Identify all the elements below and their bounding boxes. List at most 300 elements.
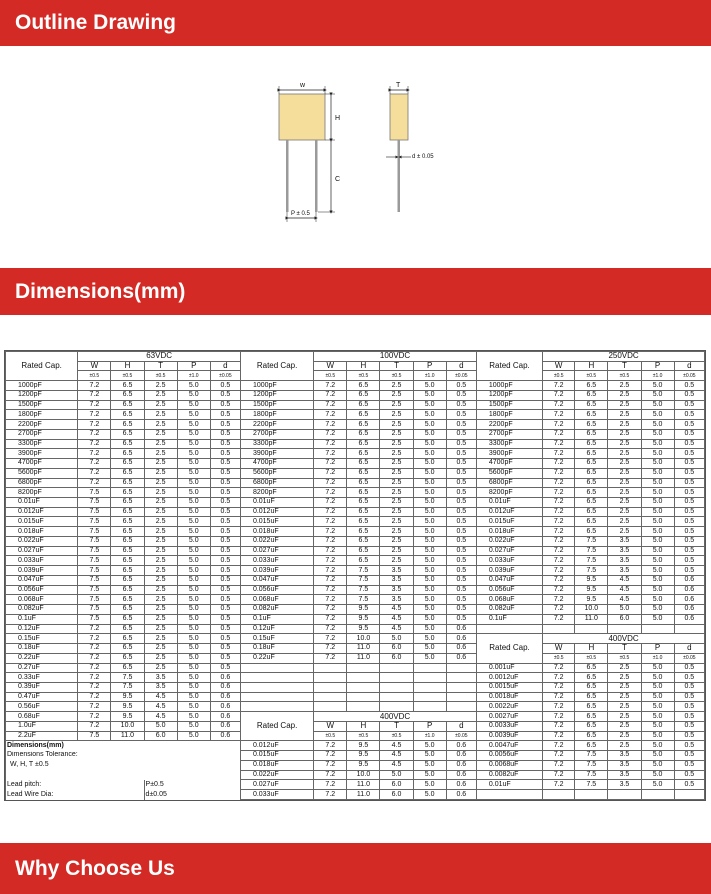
- table-cell: [446, 692, 476, 702]
- table-cell: ±0.5: [78, 371, 111, 381]
- table-cell: 2.5: [144, 439, 177, 449]
- table-cell: 0.015uF: [240, 517, 313, 527]
- table-cell: 5.0: [177, 644, 210, 654]
- table-cell: 7.5: [78, 731, 111, 741]
- table-cell: [347, 663, 380, 673]
- table-cell: 0.5: [674, 459, 704, 469]
- table-cell: 7.2: [543, 721, 575, 731]
- table-cell: H: [575, 644, 608, 654]
- capacitor-body-front: [279, 94, 325, 140]
- table-cell: 5.0: [641, 498, 674, 508]
- lead-left: [286, 140, 289, 212]
- table-cell: [380, 663, 413, 673]
- table-cell: 2.5: [380, 390, 413, 400]
- table-cell: 7.2: [543, 498, 575, 508]
- table-row: [6, 439, 705, 449]
- table-cell: 0.39uF: [6, 682, 78, 692]
- table-row: [6, 751, 705, 761]
- table-cell: 4.5: [144, 712, 177, 722]
- table-cell: 7.2: [543, 575, 575, 585]
- table-cell: 0.01uF: [476, 498, 542, 508]
- table-cell: 0.5: [210, 459, 240, 469]
- table-cell: 6.5: [111, 420, 144, 430]
- table-cell: 5.0: [177, 536, 210, 546]
- table-cell: [240, 702, 313, 712]
- table-cell: 0.12uF: [6, 624, 78, 634]
- table-cell: 6.5: [575, 712, 608, 722]
- table-cell: 5.0: [413, 634, 446, 644]
- table-cell: 2.2uF: [6, 731, 78, 741]
- table-cell: 5.0: [380, 770, 413, 780]
- table-cell: 5.0: [641, 614, 674, 624]
- table-cell: 0.056uF: [6, 585, 78, 595]
- table-cell: 7.2: [543, 546, 575, 556]
- table-row: [6, 381, 705, 391]
- table-cell: 6.5: [575, 381, 608, 391]
- table-cell: 7.2: [78, 673, 111, 683]
- table-cell: 6.0: [380, 653, 413, 663]
- table-cell: 5.0: [641, 381, 674, 391]
- table-cell: 7.2: [543, 527, 575, 537]
- table-cell: ±0.5: [543, 653, 575, 663]
- table-cell: 0.5: [674, 536, 704, 546]
- table-cell: 5.0: [177, 439, 210, 449]
- table-cell: 0.5: [674, 478, 704, 488]
- table-cell: ±1.0: [413, 371, 446, 381]
- table-cell: 6.5: [347, 381, 380, 391]
- table-cell: 5.0: [641, 760, 674, 770]
- table-cell: 5.0: [413, 488, 446, 498]
- table-cell: 0.5: [674, 527, 704, 537]
- table-cell: 7.5: [78, 498, 111, 508]
- table-cell: 3.5: [380, 566, 413, 576]
- table-cell: 0.5: [210, 663, 240, 673]
- table-cell: ±0.05: [446, 731, 476, 741]
- table-cell: [446, 663, 476, 673]
- table-cell: 2.5: [144, 468, 177, 478]
- table-cell: 5.0: [641, 595, 674, 605]
- table-cell: 1.0uF: [6, 721, 78, 731]
- table-cell: [575, 790, 608, 800]
- table-cell: Rated Cap.: [240, 712, 313, 741]
- table-cell: 0.6: [674, 605, 704, 615]
- table-cell: 0.012uF: [476, 507, 542, 517]
- table-cell: 7.2: [314, 536, 347, 546]
- table-cell: 2.5: [144, 488, 177, 498]
- table-cell: 7.2: [543, 507, 575, 517]
- table-cell: 4.5: [608, 575, 641, 585]
- table-cell: 6.5: [111, 449, 144, 459]
- table-cell: 7.2: [314, 605, 347, 615]
- table-cell: [240, 692, 313, 702]
- table-cell: 0.5: [446, 400, 476, 410]
- table-cell: 3.5: [608, 536, 641, 546]
- table-cell: 10.0: [111, 721, 144, 731]
- table-cell: 7.2: [543, 420, 575, 430]
- table-cell: 2.5: [608, 673, 641, 683]
- table-cell: 0.5: [210, 644, 240, 654]
- table-cell: P±0.5: [144, 780, 240, 790]
- table-cell: 7.2: [314, 751, 347, 761]
- table-cell: 5.0: [413, 751, 446, 761]
- table-cell: 2.5: [144, 517, 177, 527]
- table-cell: W, H, T ±0.5: [6, 760, 241, 770]
- table-cell: 11.0: [347, 653, 380, 663]
- table-cell: 6.5: [347, 400, 380, 410]
- table-cell: 0.0039uF: [476, 731, 542, 741]
- table-cell: 0.22uF: [6, 653, 78, 663]
- table-cell: 4.5: [380, 624, 413, 634]
- table-cell: 7.2: [314, 488, 347, 498]
- table-cell: 7.2: [78, 429, 111, 439]
- table-cell: 3.5: [608, 566, 641, 576]
- table-cell: 0.27uF: [6, 663, 78, 673]
- table-cell: 5.0: [413, 653, 446, 663]
- table-cell: 10.0: [347, 634, 380, 644]
- table-cell: 6.5: [575, 429, 608, 439]
- table-cell: 0.6: [446, 760, 476, 770]
- table-cell: 6.5: [111, 400, 144, 410]
- table-cell: 0.068uF: [6, 595, 78, 605]
- table-row: [6, 459, 705, 469]
- dimensions-table-wrapper: [4, 350, 706, 801]
- table-cell: 7.5: [78, 585, 111, 595]
- table-cell: 7.2: [314, 420, 347, 430]
- table-cell: 0.5: [210, 595, 240, 605]
- table-cell: 7.2: [314, 527, 347, 537]
- table-row: [6, 682, 705, 692]
- table-cell: 5.0: [413, 536, 446, 546]
- table-cell: 0.01uF: [240, 498, 313, 508]
- table-cell: 5.0: [641, 439, 674, 449]
- table-cell: 2.5: [144, 400, 177, 410]
- table-cell: 0.068uF: [476, 595, 542, 605]
- table-cell: 7.2: [78, 468, 111, 478]
- table-cell: 4.5: [144, 692, 177, 702]
- table-cell: 0.5: [446, 468, 476, 478]
- table-cell: 5.0: [641, 556, 674, 566]
- table-row: [6, 575, 705, 585]
- table-cell: ±1.0: [641, 653, 674, 663]
- table-row: [6, 488, 705, 498]
- table-cell: 0.027uF: [476, 546, 542, 556]
- table-cell: 0.0056uF: [476, 751, 542, 761]
- table-cell: 6.5: [111, 459, 144, 469]
- table-cell: 5.0: [177, 682, 210, 692]
- table-cell: 5.0: [413, 410, 446, 420]
- table-cell: 9.5: [347, 751, 380, 761]
- table-cell: 5.0: [641, 478, 674, 488]
- table-cell: 0.5: [674, 673, 704, 683]
- table-cell: 5.0: [413, 527, 446, 537]
- table-cell: 7.2: [314, 478, 347, 488]
- table-cell: 250VDC: [543, 352, 705, 362]
- table-cell: 7.2: [543, 585, 575, 595]
- table-cell: 5.0: [641, 702, 674, 712]
- table-cell: 2700pF: [6, 429, 78, 439]
- table-cell: 6.5: [111, 517, 144, 527]
- table-row: [6, 595, 705, 605]
- table-cell: 0.5: [210, 420, 240, 430]
- table-cell: 0.047uF: [240, 575, 313, 585]
- table-cell: 6.5: [111, 488, 144, 498]
- table-cell: 0.0022uF: [476, 702, 542, 712]
- table-cell: 6.5: [575, 498, 608, 508]
- table-cell: 3300pF: [6, 439, 78, 449]
- table-cell: 4.5: [380, 614, 413, 624]
- table-cell: 5.0: [641, 468, 674, 478]
- table-cell: 0.12uF: [240, 624, 313, 634]
- table-cell: 2.5: [380, 429, 413, 439]
- table-cell: 4.5: [144, 702, 177, 712]
- table-cell: 0.5: [446, 585, 476, 595]
- table-row: [6, 546, 705, 556]
- table-cell: 5.0: [177, 449, 210, 459]
- table-cell: 0.012uF: [240, 507, 313, 517]
- table-cell: 0.5: [446, 536, 476, 546]
- table-cell: 0.22uF: [240, 653, 313, 663]
- table-cell: 2.5: [144, 429, 177, 439]
- table-cell: 0.5: [674, 780, 704, 790]
- table-cell: 5.0: [177, 498, 210, 508]
- table-cell: P: [413, 361, 446, 371]
- table-cell: 6.5: [347, 420, 380, 430]
- table-cell: 2.5: [380, 556, 413, 566]
- table-cell: 5.0: [641, 751, 674, 761]
- table-cell: 9.5: [347, 614, 380, 624]
- table-row: [6, 410, 705, 420]
- table-cell: 0.18uF: [6, 644, 78, 654]
- table-cell: 2.5: [608, 663, 641, 673]
- table-cell: 2.5: [608, 692, 641, 702]
- table-cell: 2.5: [144, 381, 177, 391]
- table-cell: 6.0: [380, 790, 413, 800]
- table-cell: 10.0: [575, 605, 608, 615]
- table-cell: 7.2: [314, 585, 347, 595]
- table-cell: H: [347, 361, 380, 371]
- table-cell: 5.0: [641, 566, 674, 576]
- table-cell: 5.0: [413, 595, 446, 605]
- table-cell: 5.0: [641, 575, 674, 585]
- table-cell: [641, 790, 674, 800]
- table-cell: 7.2: [78, 624, 111, 634]
- table-cell: 0.5: [446, 488, 476, 498]
- table-cell: 7.2: [543, 517, 575, 527]
- table-cell: 0.0012uF: [476, 673, 542, 683]
- table-cell: 0.5: [210, 439, 240, 449]
- table-cell: P: [413, 721, 446, 731]
- table-cell: 5.0: [641, 420, 674, 430]
- table-cell: 7.2: [78, 410, 111, 420]
- label-c: C: [335, 176, 341, 183]
- table-cell: [240, 673, 313, 683]
- table-cell: 6.5: [111, 439, 144, 449]
- table-cell: 5600pF: [476, 468, 542, 478]
- table-cell: 0.5: [674, 449, 704, 459]
- table-cell: 2.5: [608, 731, 641, 741]
- table-cell: 5.0: [177, 507, 210, 517]
- table-cell: 1200pF: [476, 390, 542, 400]
- table-cell: 5.0: [641, 429, 674, 439]
- table-cell: 0.068uF: [240, 595, 313, 605]
- table-cell: 5.0: [413, 546, 446, 556]
- table-cell: 5.0: [413, 741, 446, 751]
- table-cell: 9.5: [575, 585, 608, 595]
- table-cell: 7.2: [543, 712, 575, 722]
- table-cell: 3.5: [608, 770, 641, 780]
- table-cell: [413, 702, 446, 712]
- table-cell: 5.0: [413, 780, 446, 790]
- table-cell: 5.0: [641, 410, 674, 420]
- table-cell: d: [674, 644, 704, 654]
- table-cell: 8200pF: [476, 488, 542, 498]
- table-cell: 2.5: [144, 614, 177, 624]
- table-cell: ±0.5: [347, 371, 380, 381]
- table-row: [6, 449, 705, 459]
- table-cell: ±0.05: [674, 653, 704, 663]
- table-cell: d: [674, 361, 704, 371]
- table-cell: 3.5: [608, 546, 641, 556]
- table-cell: 5600pF: [6, 468, 78, 478]
- label-d: d ± 0.05: [412, 154, 434, 160]
- table-cell: 1500pF: [6, 400, 78, 410]
- table-cell: Rated Cap.: [240, 352, 313, 381]
- table-cell: 5.0: [413, 790, 446, 800]
- table-cell: 2.5: [144, 410, 177, 420]
- table-cell: ±0.5: [380, 371, 413, 381]
- table-cell: 7.5: [78, 507, 111, 517]
- lead-side: [398, 140, 401, 212]
- table-cell: 6.5: [347, 488, 380, 498]
- table-cell: Rated Cap.: [476, 634, 542, 663]
- table-cell: 0.033uF: [240, 556, 313, 566]
- table-cell: 6.5: [111, 468, 144, 478]
- table-cell: T: [144, 361, 177, 371]
- table-cell: 7.5: [78, 614, 111, 624]
- table-cell: Dimensions Tolerance:: [6, 751, 241, 761]
- table-cell: 2.5: [608, 721, 641, 731]
- table-cell: [314, 673, 347, 683]
- table-cell: 5.0: [641, 459, 674, 469]
- table-cell: 7.2: [543, 390, 575, 400]
- table-cell: 7.2: [78, 400, 111, 410]
- table-cell: 7.2: [543, 751, 575, 761]
- table-cell: 0.5: [210, 410, 240, 420]
- table-cell: 6.5: [575, 478, 608, 488]
- table-cell: 0.6: [446, 624, 476, 634]
- table-cell: 0.5: [210, 507, 240, 517]
- table-cell: 0.5: [210, 624, 240, 634]
- table-cell: 6.5: [347, 449, 380, 459]
- table-cell: 2.5: [144, 585, 177, 595]
- table-cell: 0.5: [446, 566, 476, 576]
- table-cell: 5.0: [413, 614, 446, 624]
- table-cell: 7.5: [78, 556, 111, 566]
- table-cell: 0.018uF: [240, 760, 313, 770]
- table-cell: 5.0: [641, 605, 674, 615]
- table-cell: 6.5: [575, 673, 608, 683]
- table-cell: 4700pF: [6, 459, 78, 469]
- table-cell: 11.0: [347, 780, 380, 790]
- table-cell: P: [641, 361, 674, 371]
- table-cell: 2.5: [144, 449, 177, 459]
- table-cell: 0.015uF: [476, 517, 542, 527]
- table-cell: 2.5: [380, 381, 413, 391]
- table-cell: 0.5: [210, 517, 240, 527]
- table-cell: 4.5: [380, 751, 413, 761]
- table-cell: [314, 692, 347, 702]
- table-cell: 3900pF: [240, 449, 313, 459]
- table-cell: 0.15uF: [240, 634, 313, 644]
- table-cell: 0.1uF: [240, 614, 313, 624]
- table-cell: 6.5: [347, 459, 380, 469]
- table-cell: 0.6: [674, 585, 704, 595]
- table-cell: 2.5: [608, 390, 641, 400]
- table-cell: 0.6: [446, 770, 476, 780]
- table-cell: 0.039uF: [476, 566, 542, 576]
- table-cell: 0.68uF: [6, 712, 78, 722]
- table-cell: 7.2: [314, 498, 347, 508]
- table-cell: 3.5: [380, 595, 413, 605]
- table-cell: 7.2: [314, 780, 347, 790]
- table-cell: 6.5: [575, 721, 608, 731]
- table-cell: 2.5: [144, 644, 177, 654]
- table-row: [6, 556, 705, 566]
- table-cell: 5.0: [413, 760, 446, 770]
- table-cell: 0.15uF: [6, 634, 78, 644]
- table-cell: 5.0: [413, 498, 446, 508]
- table-cell: 7.2: [314, 624, 347, 634]
- table-cell: 7.2: [78, 702, 111, 712]
- table-cell: 5.0: [177, 624, 210, 634]
- table-cell: 0.6: [674, 575, 704, 585]
- table-cell: 0.5: [210, 556, 240, 566]
- table-cell: 7.5: [111, 682, 144, 692]
- table-cell: 5.0: [177, 673, 210, 683]
- table-cell: 7.2: [78, 653, 111, 663]
- table-cell: 2.5: [380, 507, 413, 517]
- table-cell: 7.2: [543, 536, 575, 546]
- table-cell: T: [608, 361, 641, 371]
- table-row: [6, 721, 705, 731]
- table-cell: 0.5: [210, 546, 240, 556]
- table-cell: ±0.5: [314, 731, 347, 741]
- table-cell: 8200pF: [240, 488, 313, 498]
- table-cell: 6.5: [347, 546, 380, 556]
- section-title: Outline Drawing: [15, 11, 177, 34]
- table-cell: 6.5: [111, 498, 144, 508]
- table-row: [6, 429, 705, 439]
- table-cell: 0.6: [674, 595, 704, 605]
- table-cell: 0.56uF: [6, 702, 78, 712]
- table-cell: 6.5: [347, 498, 380, 508]
- table-cell: 0.056uF: [240, 585, 313, 595]
- table-cell: 5.0: [413, 381, 446, 391]
- table-cell: 9.5: [111, 712, 144, 722]
- table-cell: 6.5: [111, 595, 144, 605]
- table-cell: ±0.05: [210, 371, 240, 381]
- table-cell: 0.5: [446, 381, 476, 391]
- table-cell: 5.0: [413, 459, 446, 469]
- table-cell: 7.2: [314, 507, 347, 517]
- table-cell: 0.6: [210, 712, 240, 722]
- table-cell: 7.2: [78, 390, 111, 400]
- table-cell: 0.5: [446, 390, 476, 400]
- table-cell: 0.5: [446, 614, 476, 624]
- table-cell: 2.5: [144, 575, 177, 585]
- table-cell: [446, 682, 476, 692]
- table-cell: 6.5: [347, 478, 380, 488]
